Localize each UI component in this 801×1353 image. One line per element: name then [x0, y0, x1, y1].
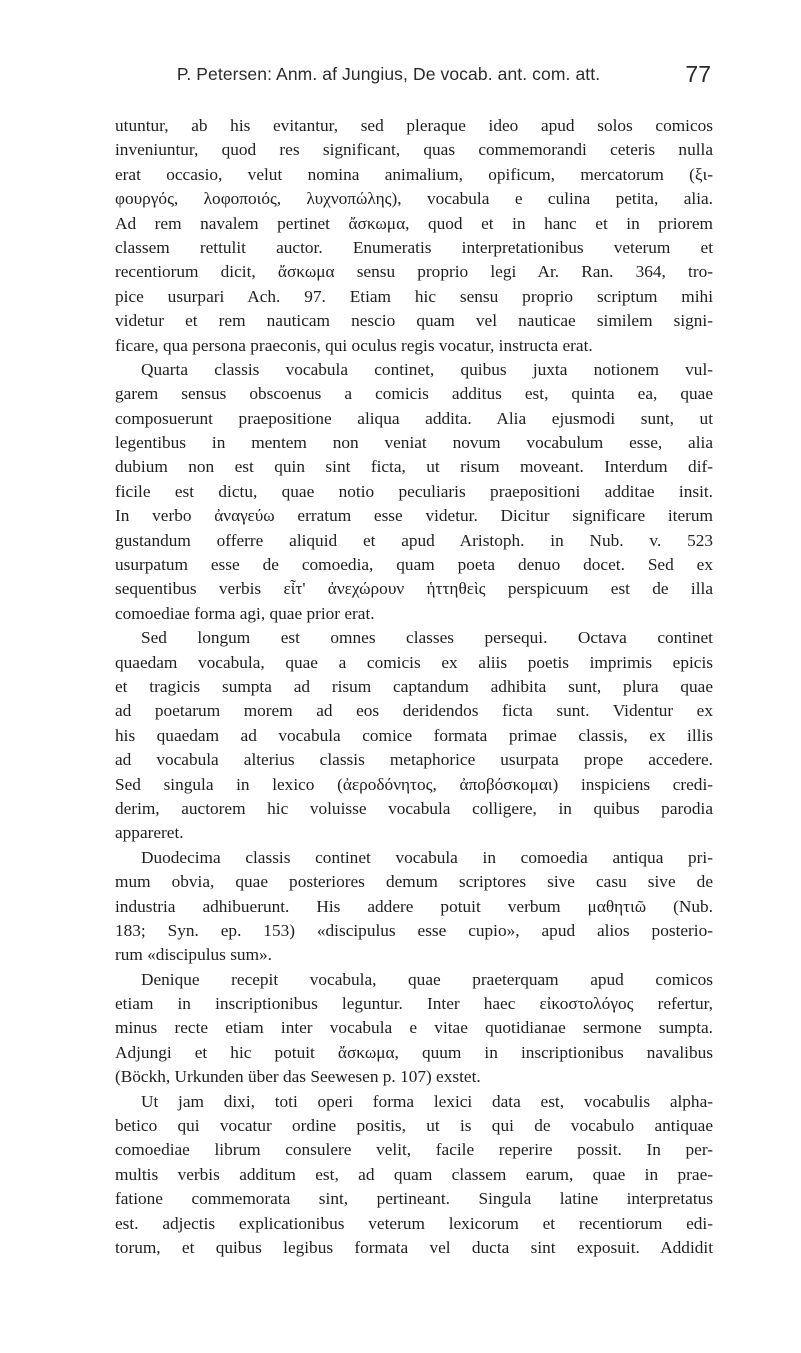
text-line: est. adjectis explicationibus veterum lexicorum et recentiorum edi- [115, 1213, 713, 1233]
text-line: et tragicis sumpta ad risum captandum adhibita sunt, plura quae [115, 676, 713, 696]
text-line: ad poetarum morem ad eos deridendos ficta sunt. Videntur ex [115, 701, 713, 721]
text-line: 183; Syn. ep. 153) «discipulus esse cupio», apud alios posterio- [115, 920, 713, 940]
text-line: composuerunt praepositione aliqua addita. Alia ejusmodi sunt, ut [115, 408, 713, 428]
text-line: his quaedam ad vocabula comice formata primae classis, ex illis [115, 725, 713, 745]
text-line: classem rettulit auctor. Enumeratis interpretationibus veterum et [115, 237, 713, 257]
text-line: Denique recepit vocabula, quae praeterquam apud comicos [141, 969, 713, 989]
text-line: ficile est dictu, quae notio peculiaris praepositioni additae insit. [115, 481, 713, 501]
text-line: derim, auctorem hic voluisse vocabula colligere, in quibus parodia [115, 798, 713, 818]
text-line: φουργός, λοφοποιός, λυχνοπώλης), vocabula e culina petita, alia. [115, 189, 713, 209]
text-line: usurpatum esse de comoedia, quam poeta denuo docet. Sed ex [115, 555, 713, 575]
text-line: industria adhibuerunt. His addere potuit verbum μαθητιῶ (Nub. [115, 896, 713, 916]
text-line: mum obvia, quae posteriores demum scriptores sive casu sive de [115, 872, 713, 892]
text-line: videtur et rem nauticam nescio quam vel nauticae similem signi- [115, 311, 713, 331]
text-line: Duodecima classis continet vocabula in comoedia antiqua pri- [141, 847, 713, 867]
text-line: quaedam vocabula, quae a comicis ex aliis poetis imprimis epicis [115, 652, 713, 672]
text-line: erat occasio, velut nomina animalium, opificum, mercatorum (ξι- [115, 164, 713, 184]
text-line: Sed longum est omnes classes persequi. Octava continet [141, 628, 713, 648]
text-line: inveniuntur, quod res significant, quas commemorandi ceteris nulla [115, 140, 713, 160]
text-line: dubium non est quin sint ficta, ut risum moveant. Interdum dif- [115, 457, 713, 477]
text-line: Quarta classis vocabula continet, quibus juxta notionem vul- [141, 359, 713, 379]
page-number: 77 [685, 61, 711, 87]
text-line: Ad rem navalem pertinet ἄσκωμα, quod et in hanc et in priorem [115, 213, 713, 233]
text-line: fatione commemorata sint, pertineant. Singula latine interpretatus [115, 1189, 713, 1209]
text-line: recentiorum dicit, ἄσκωμα sensu proprio legi Ar. Ran. 364, tro- [115, 262, 713, 282]
text-line: utuntur, ab his evitantur, sed pleraque ideo apud solos comicos [115, 116, 713, 135]
text-line: garem sensus obscoenus a comicis additus est, quinta ea, quae [115, 384, 713, 404]
text-line: Ut jam dixi, toti operi forma lexici data est, vocabulis alpha- [141, 1091, 713, 1111]
text-line: rum «discipulus sum». [115, 945, 272, 965]
text-line: multis verbis additum est, ad quam classem earum, quae in prae- [115, 1164, 713, 1184]
text-line: (Böckh, Urkunden über das Seewesen p. 107) exstet. [115, 1067, 481, 1087]
body-text [115, 114, 713, 1260]
text-line: legentibus in mentem non veniat novum vocabulum esse, alia [115, 433, 713, 453]
text-line: sequentibus verbis εἶτ' ἀνεχώρουν ἡττηθεὶς perspicuum est de illa [115, 579, 713, 599]
text-line: Sed singula in lexico (ἀεροδόνητος, ἀποβόσκομαι) inspiciens credi- [115, 774, 713, 794]
text-line: betico qui vocatur ordine positis, ut is qui de vocabulo antiquae [115, 1116, 713, 1136]
text-line: etiam in inscriptionibus leguntur. Inter haec εἰκοστολόγος refertur, [115, 994, 713, 1014]
text-line: Adjungi et hic potuit ἄσκωμα, quum in inscriptionibus navalibus [115, 1042, 713, 1062]
text-line: ad vocabula alterius classis metaphorice usurpata prope accedere. [115, 750, 713, 770]
text-line: comoediae librum consulere velit, facile reperire possit. In per- [115, 1140, 713, 1160]
text-line: appareret. [115, 823, 184, 843]
text-line: gustandum offerre aliquid et apud Aristoph. in Nub. v. 523 [115, 530, 713, 550]
text-line: pice usurpari Ach. 97. Etiam hic sensu proprio scriptum mihi [115, 286, 713, 306]
text-line: minus recte etiam inter vocabula e vitae quotidianae sermone sumpta. [115, 1018, 713, 1038]
text-line: ficare, qua persona praeconis, qui oculus regis vocatur, instructa erat. [115, 335, 593, 355]
text-line: comoediae forma agi, quae prior erat. [115, 603, 375, 623]
page-header [116, 61, 711, 94]
text-line: In verbo ἀναγεύω erratum esse videtur. Dicitur significare iterum [115, 506, 713, 526]
running-head: P. Petersen: Anm. af Jungius, De vocab. ant. com. att. [176, 64, 601, 84]
text-line: torum, et quibus legibus formata vel ducta sint exposuit. Addidit [115, 1237, 713, 1257]
